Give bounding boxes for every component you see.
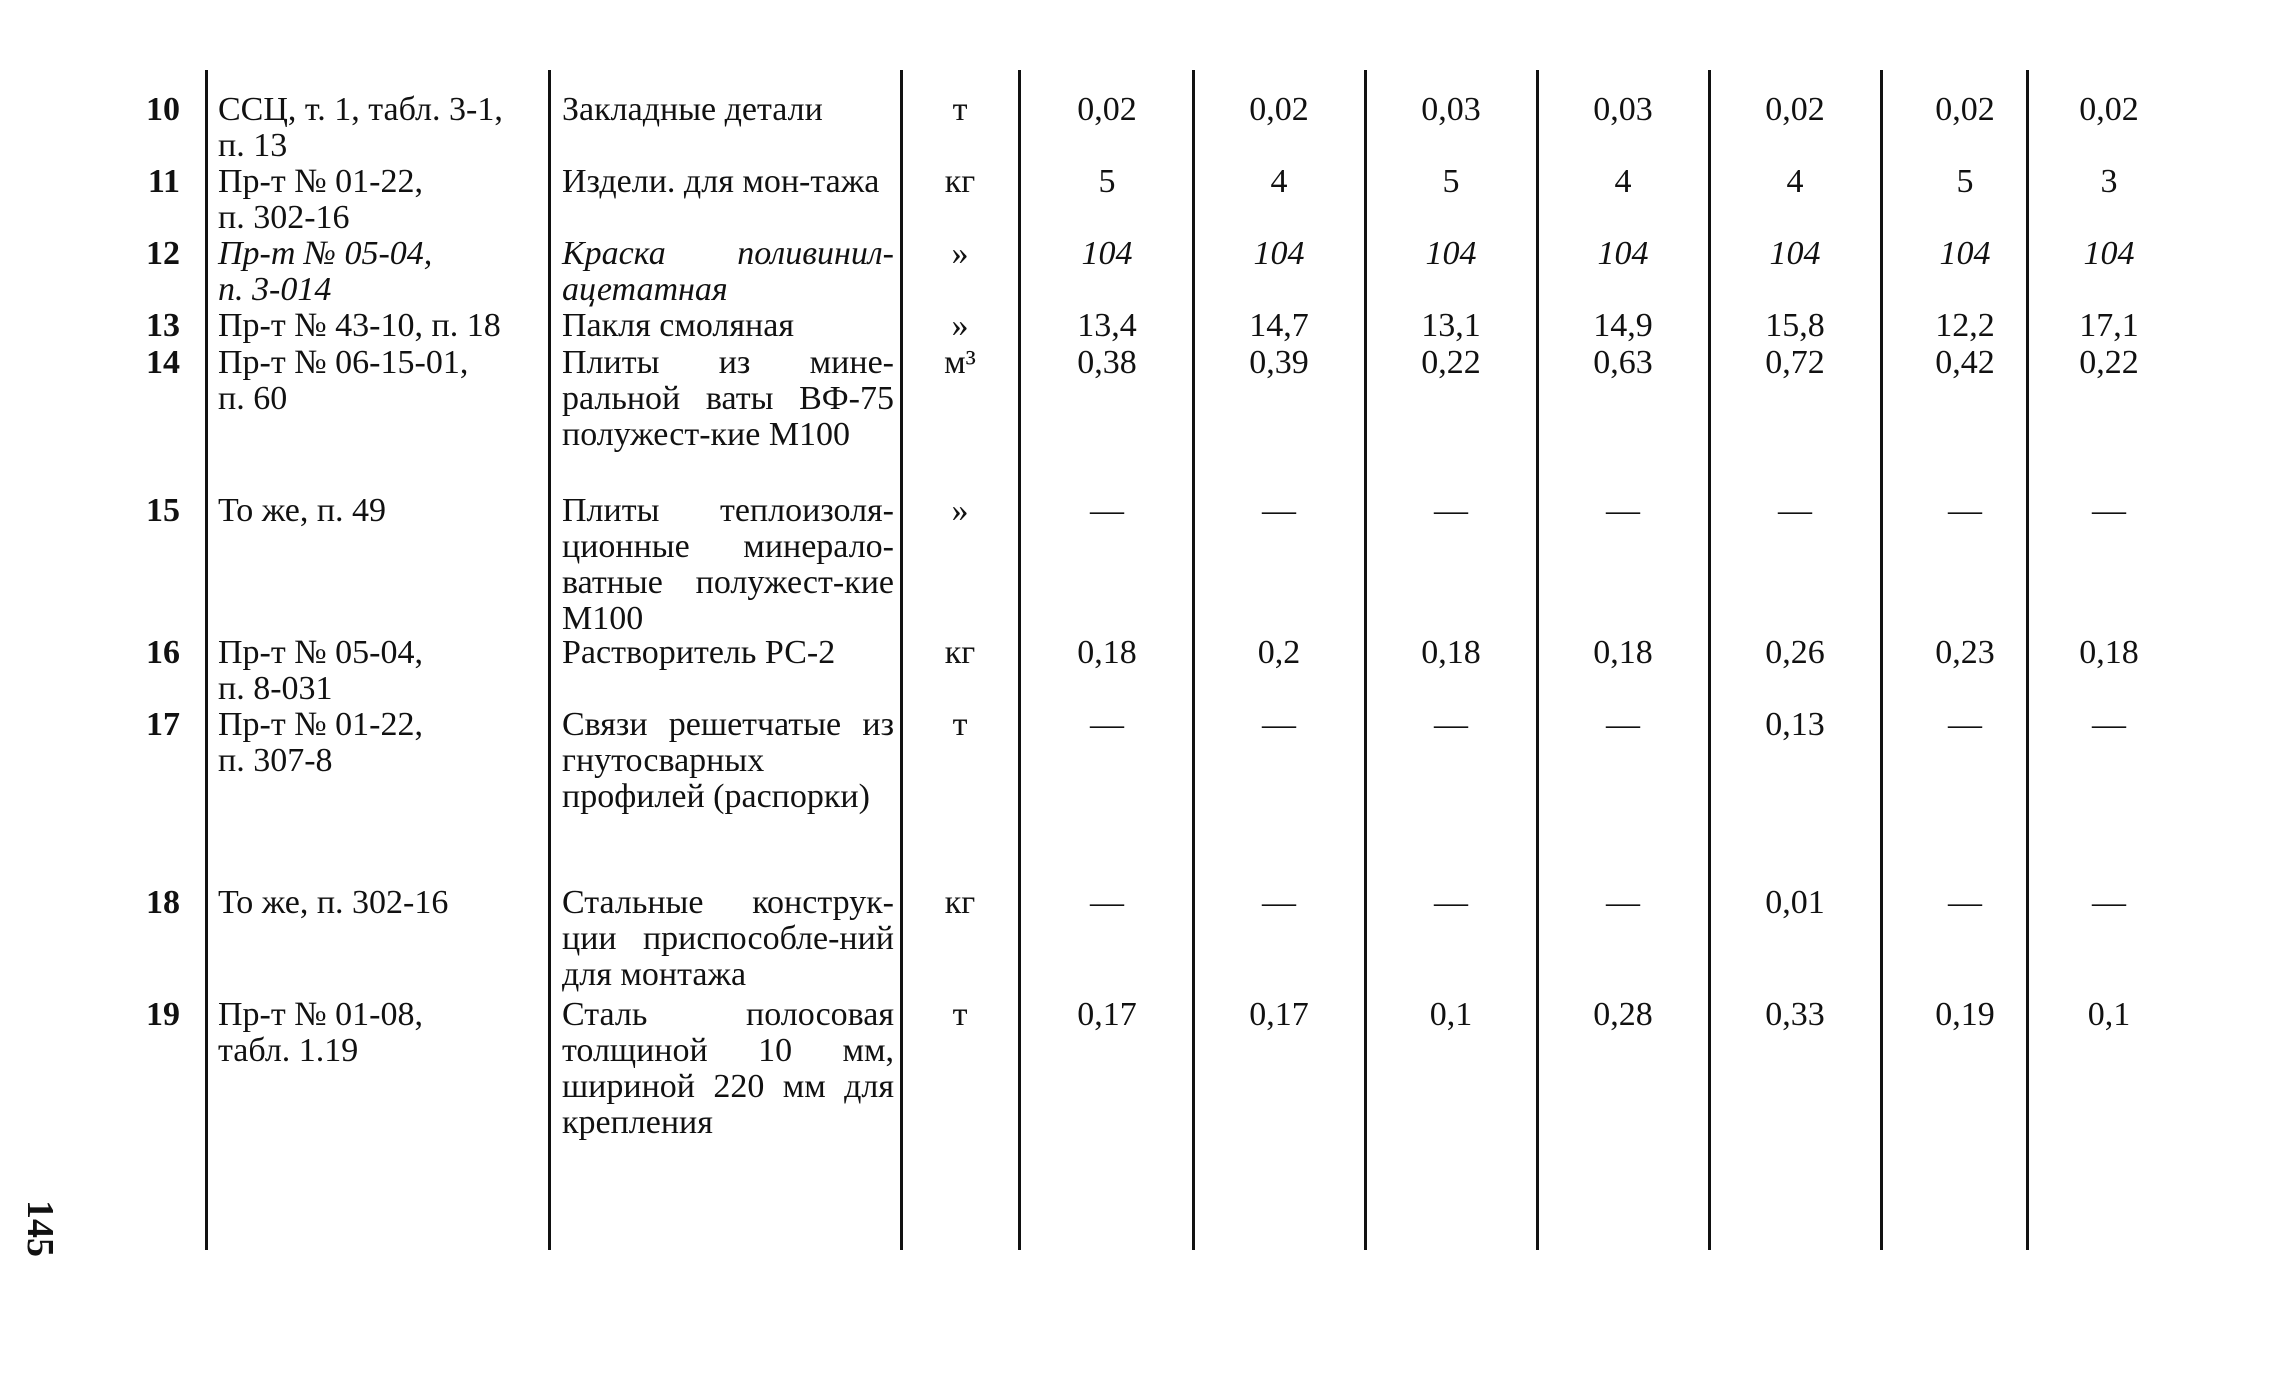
quantity-value: 0,72 [1765,344,1825,381]
quantity-value: — [1262,706,1296,743]
quantity-value: 14,9 [1593,307,1653,344]
quantity-value: 4 [1786,163,1804,200]
quantity-value: 0,17 [1077,996,1137,1033]
quantity-value: — [1090,492,1124,529]
quantity-value: 4 [1614,163,1632,200]
column-divider [1708,70,1711,1250]
source-reference: Пр-т № 01-22, п. 307-8 [218,706,423,779]
unit-of-measure: кг [944,884,976,921]
row-number: 18 [146,884,180,921]
unit-of-measure: » [951,307,969,344]
quantity-value: 5 [1442,163,1460,200]
quantity-value: 104 [2083,235,2135,272]
quantity-value: — [1090,706,1124,743]
quantity-value: — [1606,492,1640,529]
quantity-value: 15,8 [1765,307,1825,344]
quantity-value: 0,18 [1421,634,1481,671]
quantity-value: 0,38 [1077,344,1137,381]
quantity-value: 0,02 [1249,91,1309,128]
quantity-value: 104 [1425,235,1477,272]
source-reference: Пр-т № 01-08, табл. 1.19 [218,996,423,1069]
quantity-value: — [1434,884,1468,921]
source-reference: ССЦ, т. 1, табл. 3-1, п. 13 [218,91,503,164]
quantity-value: 13,1 [1421,307,1481,344]
material-name: Плиты теплоизоля-ционные минерало-ватные полужест-кие М100 [562,492,894,637]
quantity-value: 5 [1098,163,1116,200]
material-name: Стальные конструк-ции приспособле-ний для монтажа [562,884,894,993]
quantity-value: — [1948,884,1982,921]
quantity-value: 0,63 [1593,344,1653,381]
quantity-value: 104 [1939,235,1991,272]
quantity-value: — [1262,492,1296,529]
quantity-value: 104 [1769,235,1821,272]
quantity-value: 14,7 [1249,307,1309,344]
quantity-value: 0,39 [1249,344,1309,381]
quantity-value: 0,2 [1257,634,1301,671]
material-name: Связи решетчатые из гнутосварных профилей (распорки) [562,706,894,815]
quantity-value: 0,18 [2079,634,2139,671]
source-reference: Пр-т № 43-10, п. 18 [218,307,501,344]
quantity-value: — [1778,492,1812,529]
quantity-value: 104 [1081,235,1133,272]
row-number: 13 [146,307,180,344]
quantity-value: 0,22 [1421,344,1481,381]
quantity-value: 5 [1956,163,1974,200]
quantity-value: — [1434,492,1468,529]
quantity-value: — [1434,706,1468,743]
column-divider [548,70,551,1250]
unit-of-measure: т [952,706,968,743]
quantity-value: — [1948,706,1982,743]
row-number: 17 [146,706,180,743]
source-reference: Пр-т № 01-22, п. 302-16 [218,163,423,236]
quantity-value: 0,1 [2087,996,2131,1033]
quantity-value: — [1262,884,1296,921]
column-divider [1018,70,1021,1250]
quantity-value: 0,02 [1765,91,1825,128]
material-name: Краска поливинил-ацетатная [562,235,894,308]
unit-of-measure: т [952,91,968,128]
material-name: Закладные детали [562,91,823,128]
quantity-value: 0,42 [1935,344,1995,381]
quantity-value: 0,1 [1429,996,1473,1033]
quantity-value: 13,4 [1077,307,1137,344]
source-reference: Пр-т № 05-04, п. 3-014 [218,235,433,308]
column-divider [1880,70,1883,1250]
quantity-value: 0,03 [1593,91,1653,128]
unit-of-measure: » [951,235,969,272]
row-number: 15 [146,492,180,529]
unit-of-measure: м³ [944,344,976,381]
quantity-value: 17,1 [2079,307,2139,344]
row-number: 12 [146,235,180,272]
source-reference: То же, п. 302-16 [218,884,449,921]
quantity-value: 12,2 [1935,307,1995,344]
quantity-value: — [2092,706,2126,743]
quantity-value: 0,18 [1593,634,1653,671]
quantity-value: 104 [1597,235,1649,272]
quantity-value: 0,33 [1765,996,1825,1033]
quantity-value: 3 [2100,163,2118,200]
row-number: 19 [146,996,180,1033]
quantity-value: 0,02 [2079,91,2139,128]
source-reference: То же, п. 49 [218,492,387,529]
page-number: 145 [19,1200,61,1257]
quantity-value: — [1090,884,1124,921]
quantity-value: — [2092,492,2126,529]
material-name: Пакля смоляная [562,307,794,344]
row-number: 14 [146,344,180,381]
unit-of-measure: кг [944,163,976,200]
quantity-value: 0,19 [1935,996,1995,1033]
unit-of-measure: » [951,492,969,529]
material-name: Плиты из мине-ральной ваты ВФ-75 полужест-кие М100 [562,344,894,453]
quantity-value: 0,02 [1077,91,1137,128]
source-reference: Пр-т № 05-04, п. 8-031 [218,634,423,707]
column-divider [1192,70,1195,1250]
quantity-value: 0,18 [1077,634,1137,671]
row-number: 16 [146,634,180,671]
quantity-value: — [1606,884,1640,921]
material-name: Издели. для мон-тажа [562,163,880,200]
quantity-value: 0,28 [1593,996,1653,1033]
quantity-value: 0,22 [2079,344,2139,381]
quantity-value: 0,23 [1935,634,1995,671]
row-number: 11 [147,163,180,200]
quantity-value: 0,03 [1421,91,1481,128]
quantity-value: 0,01 [1765,884,1825,921]
quantity-value: 0,17 [1249,996,1309,1033]
unit-of-measure: кг [944,634,976,671]
column-divider [205,70,208,1250]
quantity-value: — [1948,492,1982,529]
source-reference: Пр-т № 06-15-01, п. 60 [218,344,469,417]
quantity-value: 4 [1270,163,1288,200]
quantity-value: 104 [1253,235,1305,272]
column-divider [1536,70,1539,1250]
column-divider [900,70,903,1250]
material-name: Растворитель РС-2 [562,634,836,671]
quantity-value: 0,02 [1935,91,1995,128]
quantity-value: 0,26 [1765,634,1825,671]
quantity-value: — [2092,884,2126,921]
quantity-value: 0,13 [1765,706,1825,743]
column-divider [1364,70,1367,1250]
material-name: Сталь полосовая толщиной 10 мм, шириной 220 мм для крепления [562,996,894,1141]
unit-of-measure: т [952,996,968,1033]
row-number: 10 [146,91,180,128]
quantity-value: — [1606,706,1640,743]
